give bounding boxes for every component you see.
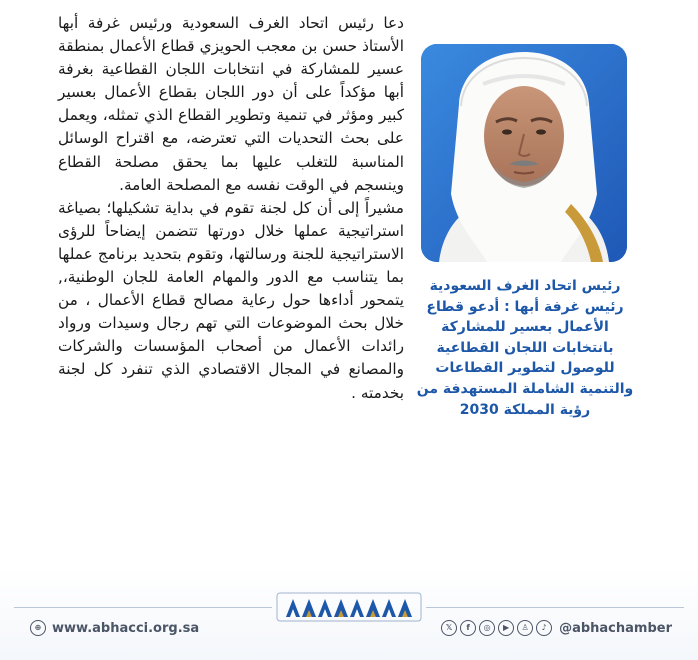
footer-divider-right (426, 607, 684, 608)
footer-social (441, 618, 672, 638)
article-paragraph-2: مشيراً إلى أن كل لجنة تقوم في بداية تشكيلها؛ بصياغة استراتيجية عملها خلال دورتها تتضمن إيضاحاً للرؤى الاستراتيجية للجنة ورسالتها، وتقوم بتحديد برنامج عملها بما يتناسب مع الدور والمهام العامة للجان الوطنية،, يتمحور أداءها حول رعاية مصالح قطاع الأعمال ، من خلال بحث الموضوعات التي تهم رجال وسيدات ورواد رائدات الأعمال من أصحاب المؤسسات والشركات والمصانع في المجال الاقتصادي الذي تنفرد كل لجنة بخدمته . (58, 198, 404, 402)
social-handle[interactable]: @abhachamber (559, 620, 672, 636)
article-body (58, 12, 404, 405)
photo-caption: رئيس اتحاد الغرف السعودية رئيس غرفة أبها : أدعو قطاع الأعمال بعسير للمشاركة بانتخابات اللجان القطاعية للوصول لتطوير القطاعات والتنمية الشاملة المستهدفة من رؤية المملكة 2030 (416, 278, 634, 418)
globe-icon: ⊕ (30, 620, 46, 636)
facebook-icon[interactable]: f (460, 620, 476, 636)
x-icon[interactable]: 𝕏 (441, 620, 457, 636)
portrait-photo (421, 44, 627, 262)
sadu-ornament-icon (276, 590, 422, 626)
snapchat-icon[interactable]: ♙ (517, 620, 533, 636)
article-paragraph-1: دعا رئيس اتحاد الغرف السعودية ورئيس غرفة أبها الأستاذ حسن بن معجب الحويزي قطاع الأعمال بمنطقة عسير للمشاركة في انتخابات اللجان القطاعية بغرفة أبها مؤكداً على أن دور اللجان بقطاع الأعمال بعسير كبير ومؤثر في تنمية وتطوير القطاع الذي تمثله، ويعمل على بحث التحديات التي تعترضه، مع اقتراح الوسائل المناسبة للتغلب عليها بما يحقق مصلحة القطاع وينسجم في الوقت نفسه مع المصلحة العامة. (58, 14, 404, 194)
youtube-icon[interactable]: ▶ (498, 620, 514, 636)
footer-divider-left (14, 607, 272, 608)
tiktok-icon[interactable]: ♪ (536, 620, 552, 636)
instagram-icon[interactable]: ◎ (479, 620, 495, 636)
website-url[interactable]: www.abhacci.org.sa (52, 620, 200, 636)
footer-website[interactable] (30, 618, 199, 638)
